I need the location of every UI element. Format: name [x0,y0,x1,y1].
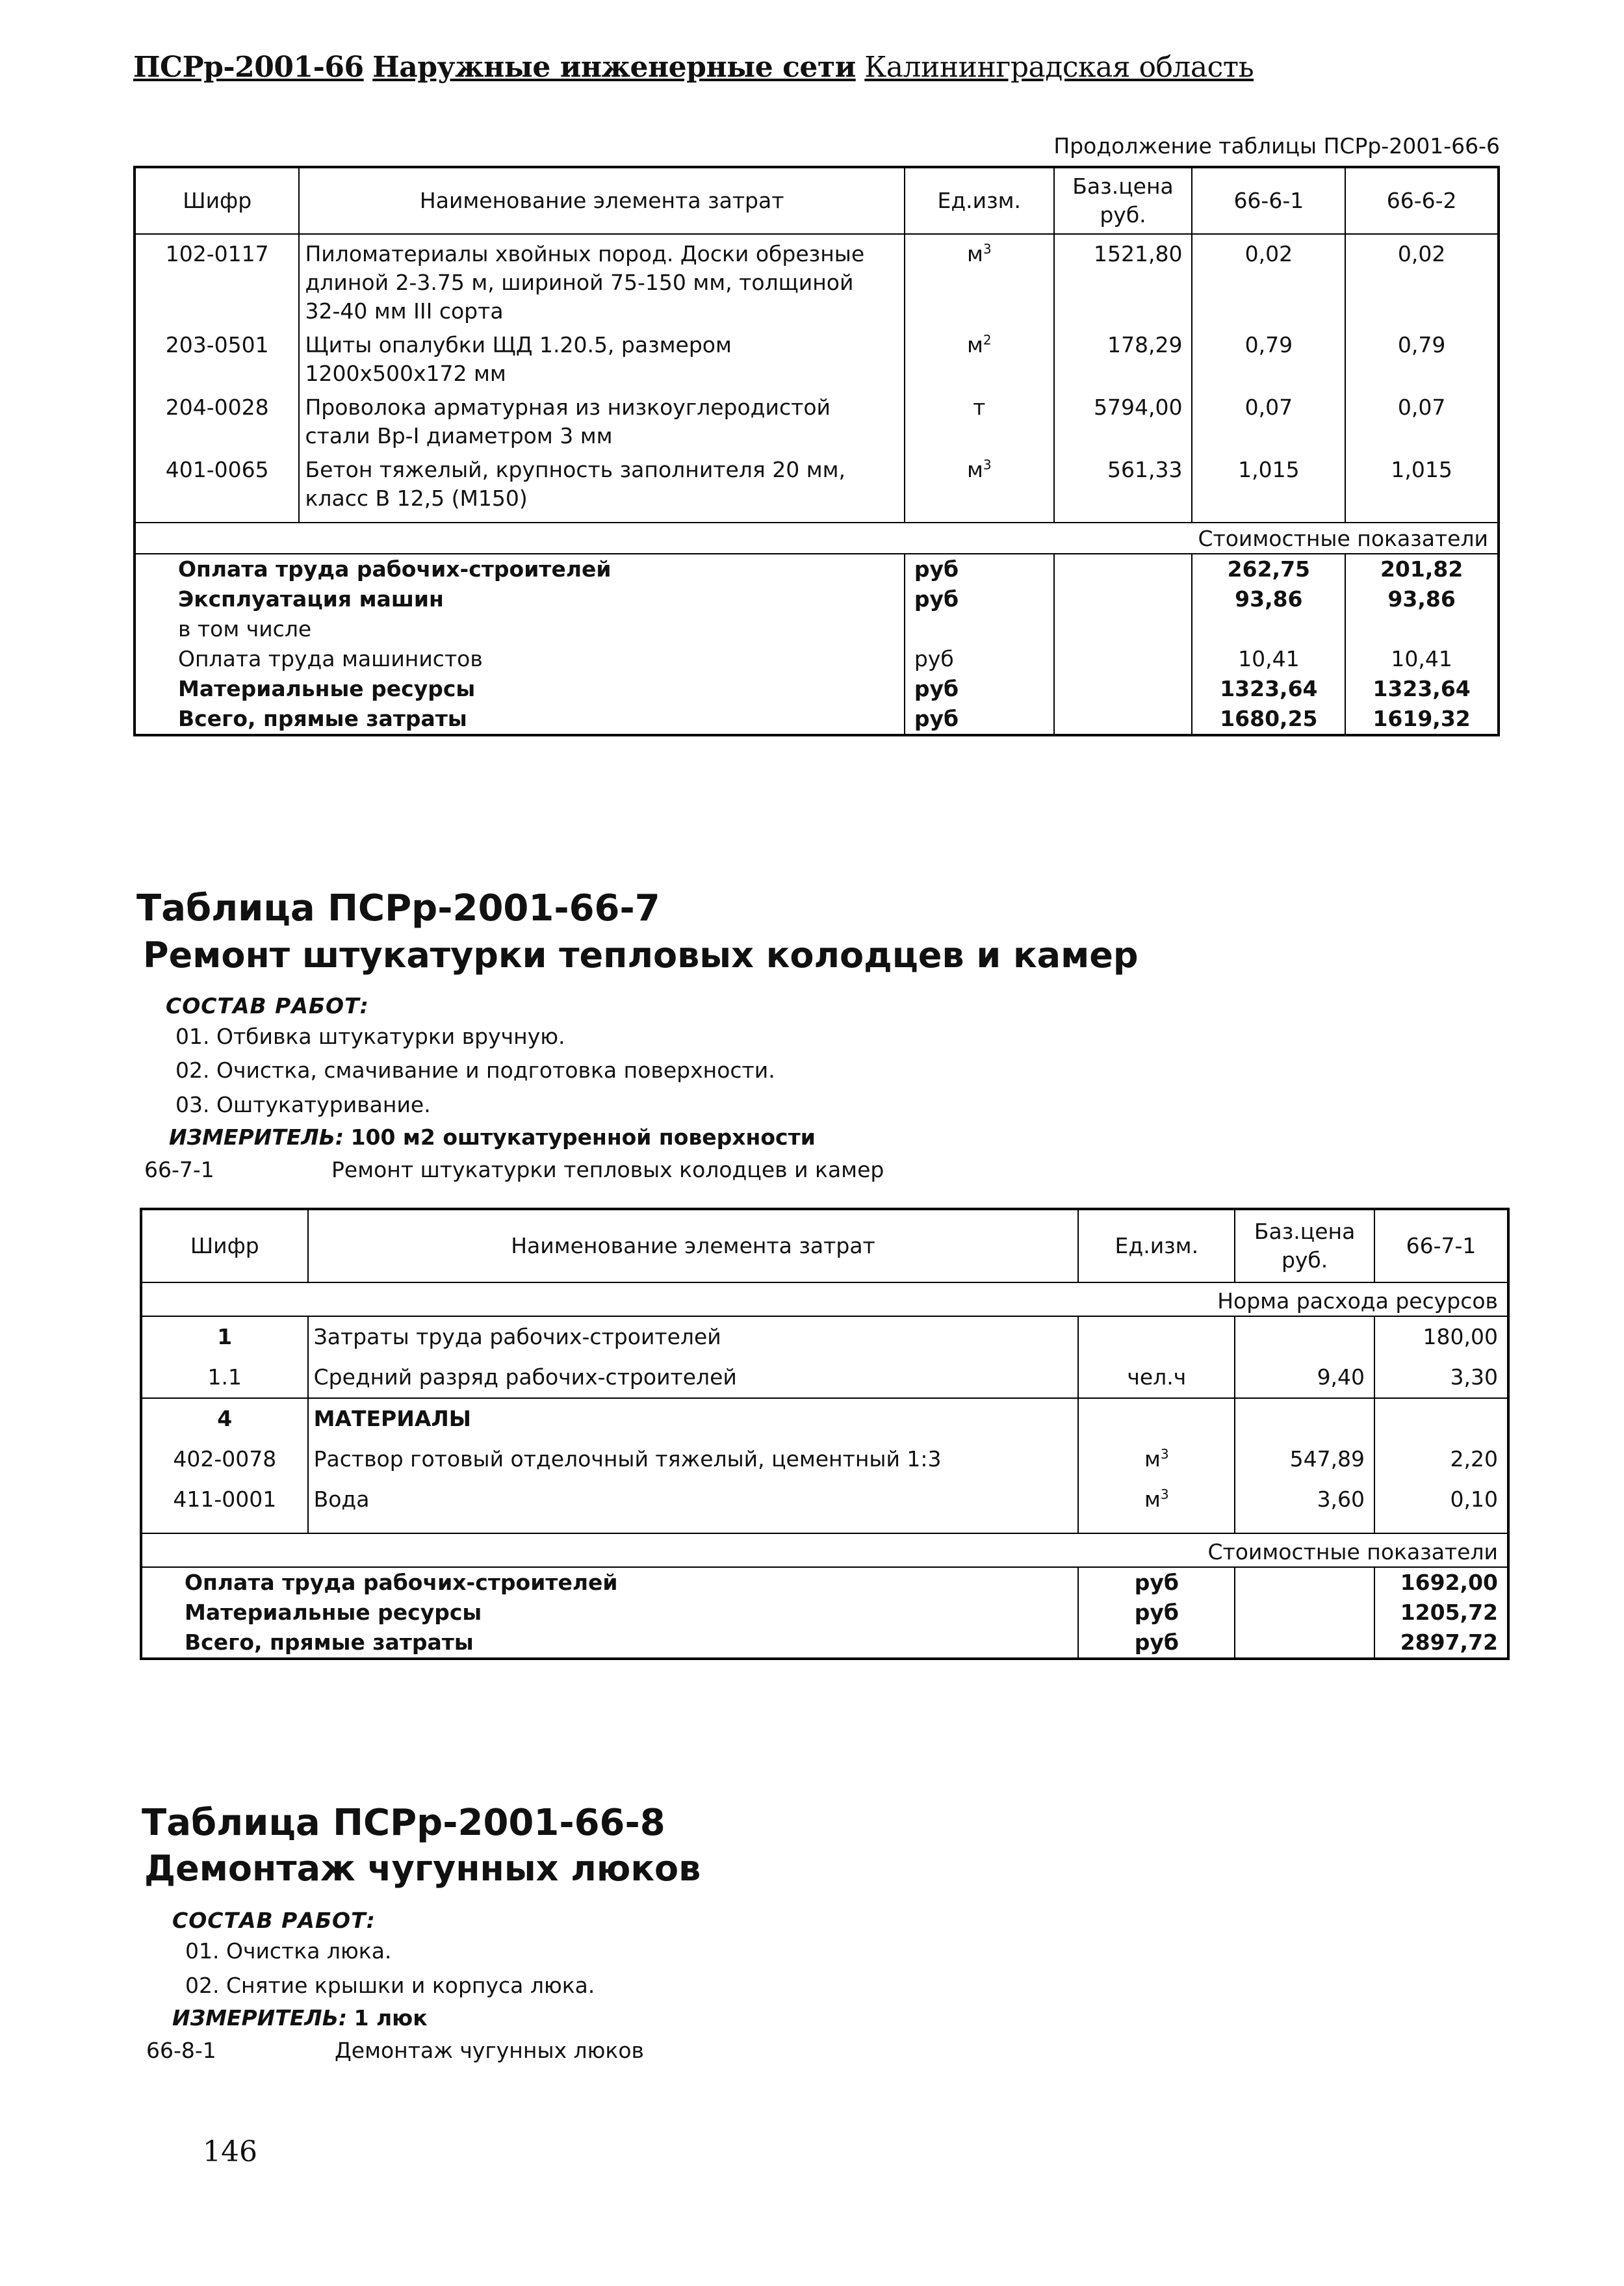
summary-row [135,584,1499,614]
table-header-row [135,167,1499,234]
collection-code: ПСРр-2001-66 [133,51,364,84]
summary-label: Всего, прямые затраты [141,1628,1078,1659]
col-header-price: Баз.цена руб. [1235,1209,1374,1282]
row-value-1: 2,20 [1374,1439,1508,1479]
region-name: Калининградская область [864,51,1254,84]
measure-value: 100 м2 оштукатуренной поверхности [350,1124,816,1150]
row-value-1: 1,015 [1192,450,1345,523]
summary-label: Материальные ресурсы [135,674,905,704]
table-row [141,1439,1508,1479]
summary-label: Эксплуатация машин [135,584,905,614]
summary-value-1: 1323,64 [1192,674,1345,704]
row-unit: $м^2$ [905,326,1054,388]
summary-value-2: 1323,64 [1345,674,1499,704]
summary-value-1: 2897,72 [1374,1628,1508,1659]
table-66-7-title: Таблица ПСРр-2001-66-7 [136,887,660,929]
cost-caption-row [135,523,1499,554]
running-header [133,51,1254,84]
spacer-row [141,1520,1508,1533]
row-value-1 [1374,1398,1508,1439]
table-row [141,1398,1508,1439]
row-value-2: 0,02 [1345,234,1499,326]
summary-label: Оплата труда рабочих-строителей [135,554,905,584]
table-row [135,388,1499,450]
row-unit [1078,1398,1235,1439]
col-header-price: Баз.цена руб. [1054,167,1192,234]
work-item: 03. Оштукатуривание. [175,1092,431,1117]
row-code: 204-0028 [135,388,299,450]
summary-label: Материальные ресурсы [141,1598,1078,1628]
row-price: 5794,00 [1054,388,1192,450]
cost-caption-row [141,1533,1508,1567]
summary-value-1: 10,41 [1192,644,1345,674]
row-value-1: 0,02 [1192,234,1345,326]
row-code: 401-0065 [135,450,299,523]
row-name: Затраты труда рабочих-строителей [308,1316,1079,1357]
row-unit [1078,1316,1235,1357]
summary-value-1: 1205,72 [1374,1598,1508,1628]
row-price: 9,40 [1235,1357,1374,1398]
row-code: 4 [141,1398,308,1439]
row-value-2: 0,07 [1345,388,1499,450]
table-row [141,1479,1508,1520]
table-row [141,1357,1508,1398]
summary-value-2: 93,86 [1345,584,1499,614]
summary-unit: руб [905,554,1054,584]
col-header-code: Шифр [141,1209,308,1282]
summary-value-1 [1192,614,1345,644]
summary-value-1: 262,75 [1192,554,1345,584]
summary-value-2: 1619,32 [1345,704,1499,735]
table-66-8-subtitle: Демонтаж чугунных люков [144,1848,701,1889]
row-value-1: 180,00 [1374,1316,1508,1357]
row-value-1: 3,30 [1374,1357,1508,1398]
norm-name: Демонтаж чугунных люков [335,2038,644,2063]
row-value-1: 0,10 [1374,1479,1508,1520]
summary-value-2: 10,41 [1345,644,1499,674]
col-header-unit: Ед.изм. [905,167,1054,234]
measure-label: ИЗМЕРИТЕЛЬ: [169,1124,344,1150]
table-row [135,326,1499,388]
col-header-name: Наименование элемента затрат [308,1209,1079,1282]
summary-row [135,644,1499,674]
col-header-code: Шифр [135,167,299,234]
row-code: 411-0001 [141,1479,308,1520]
continued-caption: Продолжение таблицы ПСРр-2001-66-6 [1053,133,1500,159]
work-composition-label: СОСТАВ РАБОТ: [166,993,369,1019]
norm-code: 66-8-1 [146,2038,216,2063]
row-unit: чел.ч [1078,1357,1235,1398]
summary-row [141,1598,1508,1628]
page-number: 146 [203,2135,257,2168]
table-66-7 [140,1208,1510,1660]
summary-label: Оплата труда машинистов [135,644,905,674]
row-code: 402-0078 [141,1439,308,1479]
summary-unit: руб [905,644,1054,674]
summary-row [135,554,1499,584]
table-66-7-subtitle: Ремонт штукатурки тепловых колодцев и камер [143,935,1139,976]
row-name: Средний разряд рабочих-строителей [308,1357,1079,1398]
summary-unit: руб [905,704,1054,735]
row-unit: $м^3$ [905,450,1054,523]
row-name: Щиты опалубки ЩД 1.20.5, размером 1200x500x172 мм [299,326,904,388]
col-header-norm-1: 66-6-1 [1192,167,1345,234]
row-name: Проволока арматурная из низкоуглеродистой стали Вр-I диаметром 3 мм [299,388,904,450]
norm-caption-row [141,1282,1508,1316]
row-unit: $м^3$ [1078,1439,1235,1479]
norm-code: 66-7-1 [144,1157,214,1182]
summary-row [141,1567,1508,1598]
summary-value-1: 1692,00 [1374,1567,1508,1598]
work-item: 02. Очистка, смачивание и подготовка поверхности. [175,1058,775,1083]
table-66-6-continued [133,166,1500,736]
summary-row [141,1628,1508,1659]
summary-label: в том числе [135,614,905,644]
col-header-unit: Ед.изм. [1078,1209,1235,1282]
cost-caption: Стоимостные показатели [135,523,1499,554]
cost-caption: Стоимостные показатели [141,1533,1508,1567]
table-row [135,450,1499,523]
collection-title: Наружные инженерные сети [372,51,856,84]
summary-unit: руб [1078,1567,1235,1598]
row-code: 1.1 [141,1357,308,1398]
row-name: МАТЕРИАЛЫ [308,1398,1079,1439]
table-header-row [141,1209,1508,1282]
row-price: 547,89 [1235,1439,1374,1479]
table-row [135,234,1499,326]
row-value-1: 0,07 [1192,388,1345,450]
row-price [1235,1398,1374,1439]
row-code: 1 [141,1316,308,1357]
summary-value-2: 201,82 [1345,554,1499,584]
measure-line [172,2005,428,2031]
measure-label: ИЗМЕРИТЕЛЬ: [172,2005,348,2031]
row-unit: т [905,388,1054,450]
col-header-norm-2: 66-6-2 [1345,167,1499,234]
summary-row [135,704,1499,735]
row-code: 102-0117 [135,234,299,326]
table-row [141,1316,1508,1357]
work-item: 01. Отбивка штукатурки вручную. [175,1024,565,1049]
row-price: 1521,80 [1054,234,1192,326]
row-price [1235,1316,1374,1357]
work-composition-label: СОСТАВ РАБОТ: [172,1908,376,1933]
col-header-name: Наименование элемента затрат [299,167,904,234]
summary-value-1: 1680,25 [1192,704,1345,735]
table-66-8-title: Таблица ПСРр-2001-66-8 [142,1802,665,1844]
row-code: 203-0501 [135,326,299,388]
row-price: 178,29 [1054,326,1192,388]
row-price: 561,33 [1054,450,1192,523]
summary-unit [905,614,1054,644]
summary-label: Оплата труда рабочих-строителей [141,1567,1078,1598]
work-item: 02. Снятие крышки и корпуса люка. [185,1973,595,1998]
row-value-2: 1,015 [1345,450,1499,523]
measure-line [169,1124,816,1150]
row-unit: $м^3$ [1078,1479,1235,1520]
norm-caption: Норма расхода ресурсов [141,1282,1508,1316]
summary-unit: руб [1078,1598,1235,1628]
row-name: Бетон тяжелый, крупность заполнителя 20 мм, класс В 12,5 (М150) [299,450,904,523]
work-item: 01. Очистка люка. [185,1938,392,1964]
summary-row [135,674,1499,704]
row-value-2: 0,79 [1345,326,1499,388]
summary-unit: руб [905,674,1054,704]
row-name: Пиломатериалы хвойных пород. Доски обрезные длиной 2-3.75 м, шириной 75-150 мм, толщиной 32-40 мм III сорта [299,234,904,326]
summary-row [135,614,1499,644]
row-name: Раствор готовый отделочный тяжелый, цементный 1:3 [308,1439,1079,1479]
measure-value: 1 люк [354,2005,428,2031]
summary-unit: руб [905,584,1054,614]
summary-value-2 [1345,614,1499,644]
col-header-norm-1: 66-7-1 [1374,1209,1508,1282]
summary-unit: руб [1078,1628,1235,1659]
row-name: Вода [308,1479,1079,1520]
row-unit: $м^3$ [905,234,1054,326]
summary-label: Всего, прямые затраты [135,704,905,735]
norm-name: Ремонт штукатурки тепловых колодцев и камер [331,1157,884,1182]
row-price: 3,60 [1235,1479,1374,1520]
summary-value-1: 93,86 [1192,584,1345,614]
row-value-1: 0,79 [1192,326,1345,388]
